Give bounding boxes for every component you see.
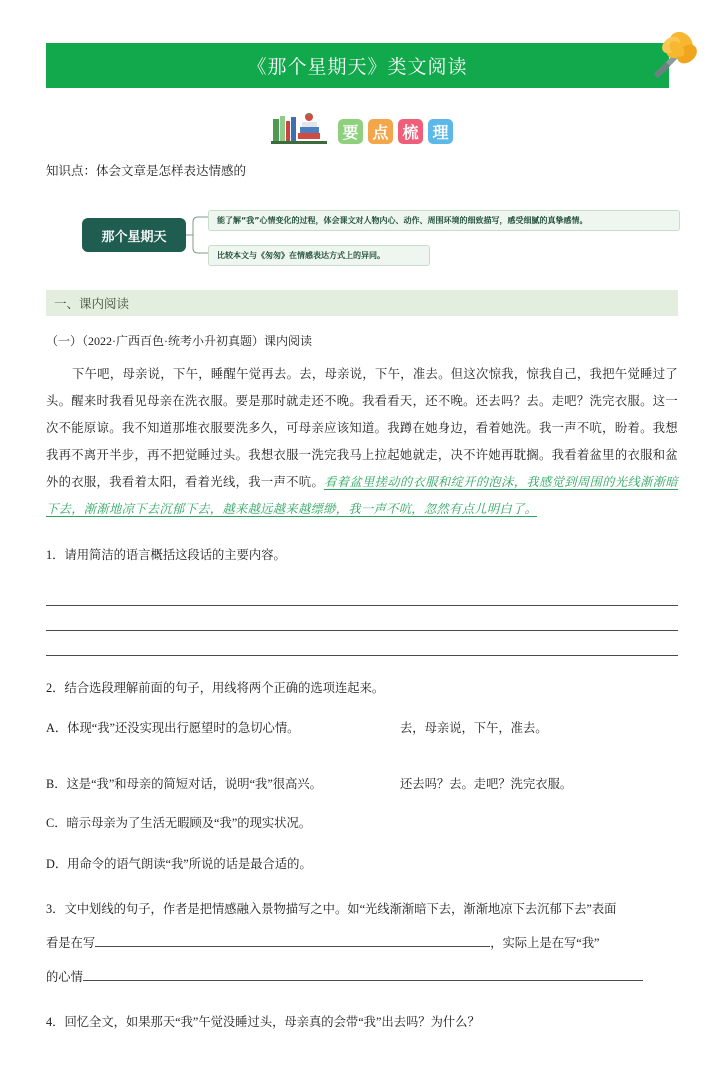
logo-tile-3: 梳 — [398, 119, 423, 144]
question-2-match-row-b — [46, 773, 678, 795]
reading-passage — [46, 361, 678, 523]
knowledge-point-line: 知识点：体会文章是怎样表达情感的 — [46, 164, 247, 178]
question-3-blank-2[interactable] — [83, 980, 643, 981]
question-2-match-row-a — [46, 717, 678, 739]
match-option-b[interactable]: B．这是“我”和母亲的简短对话，说明“我”很高兴。 — [46, 777, 322, 791]
title-banner — [46, 43, 669, 88]
answer-line[interactable] — [46, 606, 678, 631]
logo-tile-2: 点 — [368, 119, 393, 144]
question-3-text-pre: 看是在写 — [46, 936, 96, 950]
question-1-stem: 1．请用简洁的语言概括这段话的主要内容。 — [46, 548, 286, 562]
question-2-stem: 2．结合选段理解前面的句子，用线将两个正确的选项连起来。 — [46, 681, 385, 695]
match-target-2[interactable]: 还去吗？去。走吧？洗完衣服。 — [400, 777, 573, 791]
question-3-text-pre-2: 的心情 — [46, 970, 83, 984]
books-stack-icon — [271, 111, 333, 145]
match-option-d[interactable]: D．用命令的语气朗读“我”所说的话是最合适的。 — [46, 857, 312, 871]
question-1-answer-area[interactable] — [46, 581, 678, 656]
question-3-stem-line-3 — [46, 965, 678, 990]
worksheet-page — [0, 43, 724, 1067]
logo-tile-4: 理 — [428, 119, 453, 144]
pushpin-icon — [644, 24, 706, 86]
passage-source-line: （一）（2022·广西百色·统考小升初真题）课内阅读 — [46, 334, 312, 348]
passage-highlighted-text: 看着盆里搓动的衣服和绽开的泡沫，我感觉到周围的光线渐渐暗下去，渐渐地凉下去沉郁下去，越来越远越来越缥缈，我一声不吭，忽然有点儿明白了。 — [46, 475, 678, 516]
flowchart-branch-2: 比较本文与《匆匆》在情感表达方式上的异同。 — [208, 245, 430, 266]
answer-line[interactable] — [46, 631, 678, 656]
question-3-blank-1[interactable] — [95, 946, 490, 947]
question-3-stem-line-1: 3．文中划线的句子，作者是把情感融入景物描写之中。如“光线渐渐暗下去，渐渐地凉下去沉郁下去”表面 — [46, 902, 617, 916]
answer-line[interactable] — [46, 581, 678, 606]
match-target-1[interactable]: 去，母亲说，下午，准去。 — [400, 721, 548, 735]
flowchart-root-node: 那个星期天 — [82, 218, 186, 252]
key-points-logo — [0, 111, 724, 145]
flowchart-connector-icon — [186, 213, 208, 257]
logo-tile-1: 要 — [338, 119, 363, 144]
section-header-bar: 一、课内阅读 — [46, 290, 678, 316]
question-4-stem: 4．回忆全文，如果那天“我”午觉没睡过头，母亲真的会带“我”出去吗？为什么？ — [46, 1015, 480, 1029]
title-banner-area — [46, 43, 678, 88]
page-title: 《那个星期天》类文阅读 — [247, 56, 468, 78]
question-3-text-post: ，实际上是在写“我” — [490, 936, 600, 950]
question-3-stem-line-2 — [46, 931, 678, 956]
match-option-c[interactable]: C．暗示母亲为了生活无暇顾及“我”的现实状况。 — [46, 816, 312, 830]
passage-plain-text: 下午吧，母亲说，下午，睡醒午觉再去。去，母亲说，下午，准去。但这次惊我，惊我自己，我把午觉睡过了头。醒来时我看见母亲在洗衣服。要是那时就走还不晚。我看看天，还不晚。还去吗？去。走吧？洗完衣服。这一次不能原谅。我不知道那堆衣服要洗多久，可母亲应该知道。我蹲在她身边，看着她洗。我一声不吭，盼着。我想我再不离开半步，再不把觉睡过头。我想衣服一洗完我马上拉起她就走，决不许她再耽搁。我看着盆里的衣服和盆外的衣服，我看着太阳，看着光线，我一声不吭。 — [46, 367, 678, 489]
flowchart-branch-1: 能了解“我”心情变化的过程，体会课文对人物内心、动作、周围环境的细致描写，感受细腻的真挚感情。 — [208, 210, 680, 231]
match-option-a[interactable]: A．体现“我”还没实现出行愿望时的急切心情。 — [46, 721, 300, 735]
knowledge-flowchart — [0, 196, 724, 274]
